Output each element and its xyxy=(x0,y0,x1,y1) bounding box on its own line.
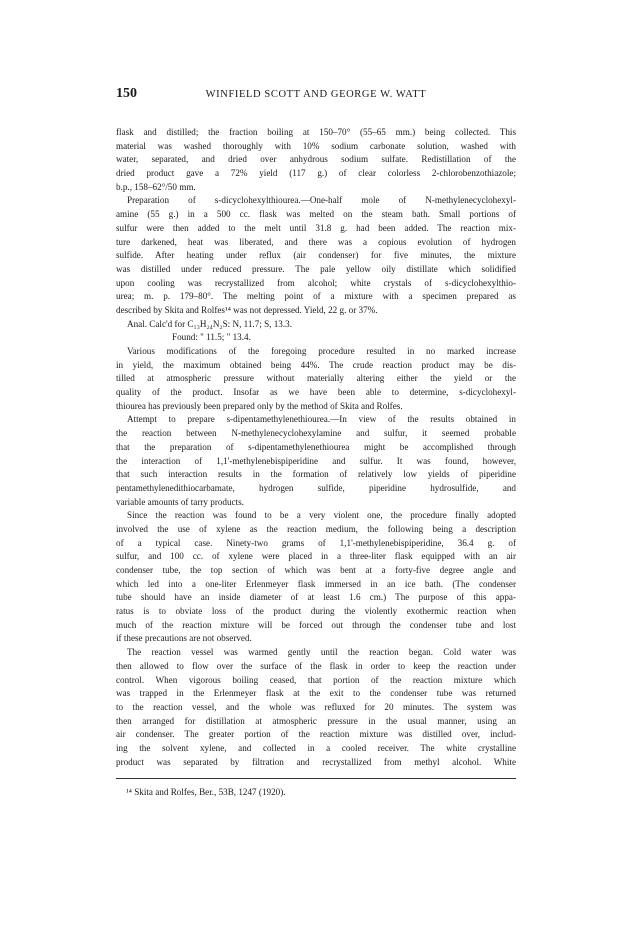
text-line: which led into a one-liter Erlenmeyer flask immersed in an ice bath. (The condenser xyxy=(116,578,516,589)
text-line: that such interaction results in the formation of relatively low yields of piperidine xyxy=(116,469,516,480)
text-line: ing the solvent xylene, and collected in a cooled receiver. The white crystalline xyxy=(116,742,516,753)
text-line: material was washed thoroughly with 10% sodium carbonate solution, washed with xyxy=(116,140,516,151)
page-header xyxy=(116,86,516,106)
analysis-calc-line: Anal. Calc'd for C₁₃H₂₄N₂S: N, 11.7; S, 13.3. xyxy=(127,318,292,329)
text-line: flask and distilled; the fraction boiling at 150–70° (55–65 mm.) being collected. This xyxy=(116,127,516,137)
text-line: ture darkened, heat was liberated, and there was a copious evolution of hydrogen xyxy=(116,236,516,247)
text-line: The reaction vessel was warmed gently until the reaction began. Cold water was xyxy=(127,647,516,658)
text-line: tube should have an inside diameter of at least 1.6 cm.) The purpose of this appa- xyxy=(116,592,516,603)
text-line: control. When vigorous boiling ceased, that portion of the reaction mixture which xyxy=(116,674,516,685)
body-text xyxy=(116,126,516,769)
paragraph-heading-line: Preparation of s-dicyclohexylthiourea.—One-half mole of N-methylenecyclohexyl- xyxy=(127,195,516,206)
text-line: described by Skita and Rolfes¹⁴ was not depressed. Yield, 22 g. or 37%. xyxy=(116,304,378,315)
text-line: variable amounts of tarry products. xyxy=(116,496,244,507)
text-line: dried product gave a 72% yield (117 g.) of clear colorless 2-chlorobenzothiazole; xyxy=(116,168,516,179)
text-line: sulfide. After heating under reflux (air condenser) for five minutes, the mixture xyxy=(116,250,516,261)
text-line: air condenser. The greater portion of the reaction mixture was distilled over, includ- xyxy=(116,729,516,740)
text-line: amine (55 g.) in a 500 cc. flask was melted on the steam bath. Small portions of xyxy=(116,209,516,220)
text-line: water, separated, and dried over anhydrous sodium sulfate. Redistillation of the xyxy=(116,154,516,165)
page xyxy=(116,86,516,797)
text-line: urea; m. p. 179–80°. The melting point of a mixture with a specimen prepared as xyxy=(116,291,516,302)
text-line: that the preparation of s-dipentamethylenethiourea might be accomplished through xyxy=(116,441,516,452)
text-line: if these precautions are not observed. xyxy=(116,633,252,644)
text-line: involved the use of xylene as the reaction medium, the following being a description xyxy=(116,523,516,534)
page-number: 150 xyxy=(116,86,137,101)
text-line: ratus is to obviate loss of the product during the violently exothermic reaction when xyxy=(116,606,516,617)
text-line: then arranged for distillation at atmospheric pressure in the usual manner, using an xyxy=(116,715,516,726)
text-line: product was separated by filtration and recrystallized from methyl alcohol. White xyxy=(116,756,516,767)
text-line: then allowed to flow over the surface of the flask in order to keep the reaction under xyxy=(116,660,516,671)
text-line: pentamethylenedithiocarbamate, hydrogen sulfide, piperidine hydrosulfide, and xyxy=(116,482,516,493)
footnote-divider xyxy=(116,778,516,779)
text-line: was trapped in the Erlenmeyer flask at the exit to the condenser tube was returned xyxy=(116,688,516,699)
paragraph-heading-line: Attempt to prepare s-dipentamethylenethiourea.—In view of the results obtained in xyxy=(127,414,516,425)
text-line: thiourea has previously been prepared only by the method of Skita and Rolfes. xyxy=(116,400,403,411)
text-line: Various modifications of the foregoing procedure resulted in no marked increase xyxy=(127,346,516,356)
text-line: the reaction between N-methylenecyclohexylamine and sulfur, it seemed probable xyxy=(116,428,516,439)
analysis-found-line: Found: " 11.5; " 13.4. xyxy=(172,332,251,343)
text-line: condenser tube, the top section of which was bent at a forty-five degree angle and xyxy=(116,565,516,575)
text-line: in yield, the maximum obtained being 44%. The crude reaction product may be dis- xyxy=(116,359,516,370)
text-line: sulfur were then added to the melt until 31.8 g. had been added. The reaction mix- xyxy=(116,222,516,233)
text-line: sulfur, and 100 cc. of xylene were placed in a three-liter flask equipped with an air xyxy=(116,551,516,562)
text-line: was distilled under reduced pressure. The pale yellow oily distillate which solidified xyxy=(116,263,516,274)
running-head: WINFIELD SCOTT AND GEORGE W. WATT xyxy=(205,89,427,100)
text-line: upon cooling was recrystallized from alcohol; white crystals of s-dicyclohexylthio- xyxy=(116,277,516,288)
text-line: quality of the product. Insofar as we have been able to determine, s-dicyclohexyl- xyxy=(116,387,516,398)
text-line: much of the reaction mixture will be forced out through the condenser tube and lost xyxy=(116,619,516,630)
text-line: of a typical case. Ninety-two grams of 1,1'-methylenebispiperidine, 36.4 g. of xyxy=(116,537,516,548)
text-line: b.p., 158–62°/50 mm. xyxy=(116,181,196,192)
footnote: ¹⁴ Skita and Rolfes, Ber., 53B, 1247 (1920). xyxy=(126,787,286,797)
text-line: to the reaction vessel, and the whole was refluxed for 20 minutes. The system was xyxy=(116,701,516,712)
text-line: the interaction of 1,1'-methylenebispiperidine and sulfur. It was found, however, xyxy=(116,455,516,466)
text-line: Since the reaction was found to be a very violent one, the procedure finally adopted xyxy=(127,510,516,521)
text-line: tilled at atmospheric pressure without materially altering either the yield or the xyxy=(116,373,516,384)
